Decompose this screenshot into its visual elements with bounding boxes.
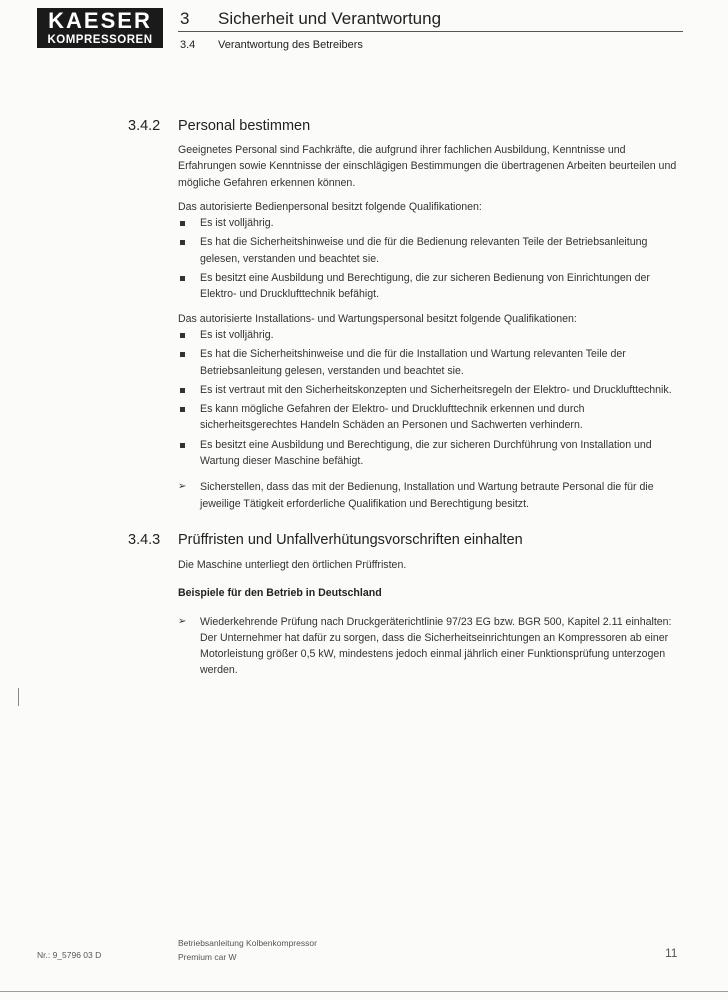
heading-342-title: Personal bestimmen [178,118,311,134]
margin-mark [18,688,19,706]
action-instruction: ➢ Wiederkehrende Prüfung nach Druckgeräterichtlinie 97/23 EG bzw. BGR 500, Kapitel 2.11 einhalten: Der Unternehmer hat dafür zu sorgen, dass die Sicherheitseinrichtungen an Kompressoren ab einer Motorleistung größer 0,5 kW, mindestens jedoch einmal jährlich einer Funktionsprüfung unterzogen werden. [178,615,672,677]
list-item: Es hat die Sicherheitshinweise und die für die Installation und Wartung relevanten Teile der Betriebsanleitung gelesen, verstanden und beachtet sie. [178,346,682,379]
list-item: Es ist volljährig. [178,215,682,231]
bullet-icon [180,443,185,448]
bullet-icon [180,352,185,357]
list-item: Es hat die Sicherheitshinweise und die für die Bedienung relevanten Teile der Betriebsanleitung gelesen, verstanden und beachtet sie. [178,234,682,267]
list-item: Es besitzt eine Ausbildung und Berechtigung, die zur sicheren Durchführung von Installation und Wartung dieser Maschine befähigt. [178,437,682,470]
arrow-icon: ➢ [178,481,187,493]
section-number: 3.4 [180,39,196,51]
section-343-body [178,557,682,679]
operator-intro: Das autorisierte Bedienpersonal besitzt folgende Qualifikationen: [178,200,482,213]
maintenance-intro: Das autorisierte Installations- und Wartungspersonal besitzt folgende Qualifikationen: [178,312,577,325]
logo-subline: KOMPRESSOREN [47,34,153,46]
heading-342-number: 3.4.2 [128,118,161,134]
document-number: Nr.: 9_5796 03 D [37,950,102,960]
heading-343-title: Prüffristen und Unfallverhütungsvorschriften einhalten [178,532,523,548]
bullet-icon [180,407,185,412]
examples-heading: Beispiele für den Betrieb in Deutschland [178,587,382,600]
list-item: Es kann mögliche Gefahren der Elektro- und Drucklufttechnik erkennen und durch sicherheitsgerechtes Handeln Schäden an Personen und Sachwerten verhindern. [178,401,682,434]
manual-title: Betriebsanleitung Kolbenkompressor [178,938,317,948]
arrow-icon: ➢ [178,615,187,627]
bullet-icon [180,221,185,226]
bottom-divider [0,991,728,992]
operator-qualification-list [178,215,682,302]
section-title: Verantwortung des Betreibers [218,39,363,51]
bullet-icon [180,333,185,338]
heading-343-number: 3.4.3 [128,532,161,548]
chapter-number: 3 [180,9,190,28]
list-item: Es ist volljährig. [178,327,682,343]
logo-wordmark: KAESER [48,8,152,33]
list-item: Es ist vertraut mit den Sicherheitskonzepten und Sicherheitsregeln der Elektro- und Drucklufttechnik. [178,382,682,398]
page-number: 11 [665,946,678,960]
product-name: Premium car W [178,952,237,962]
bullet-icon [180,388,185,393]
bullet-icon [180,276,185,281]
chapter-title: Sicherheit und Verantwortung [218,9,442,28]
section-342-body [178,142,682,512]
action-instruction: ➢ Sicherstellen, dass das mit der Bedienung, Installation und Wartung betraute Personal die für die jeweilige Tätigkeit erforderliche Qualifikation und Berechtigung besitzt. [178,481,654,510]
list-item: Es besitzt eine Ausbildung und Berechtigung, die zur sicheren Bedienung von Einrichtungen der Elektro- und Drucklufttechnik befähigt. [178,270,682,303]
inspection-intro: Die Maschine unterliegt den örtlichen Prüffristen. [178,559,407,571]
header-divider [178,31,683,32]
maintenance-qualification-list [178,327,682,469]
kaeser-logo [37,8,163,48]
footer-manual-info [178,936,317,964]
bullet-icon [180,240,185,245]
intro-paragraph: Geeignetes Personal sind Fachkräfte, die aufgrund ihrer fachlichen Ausbildung, Kenntnisse und Erfahrungen sowie Kenntnisse der einschlägigen Bestimmungen die übertragenen Arbeiten beurteilen und mögliche Gefahren erkennen können. [178,144,677,189]
